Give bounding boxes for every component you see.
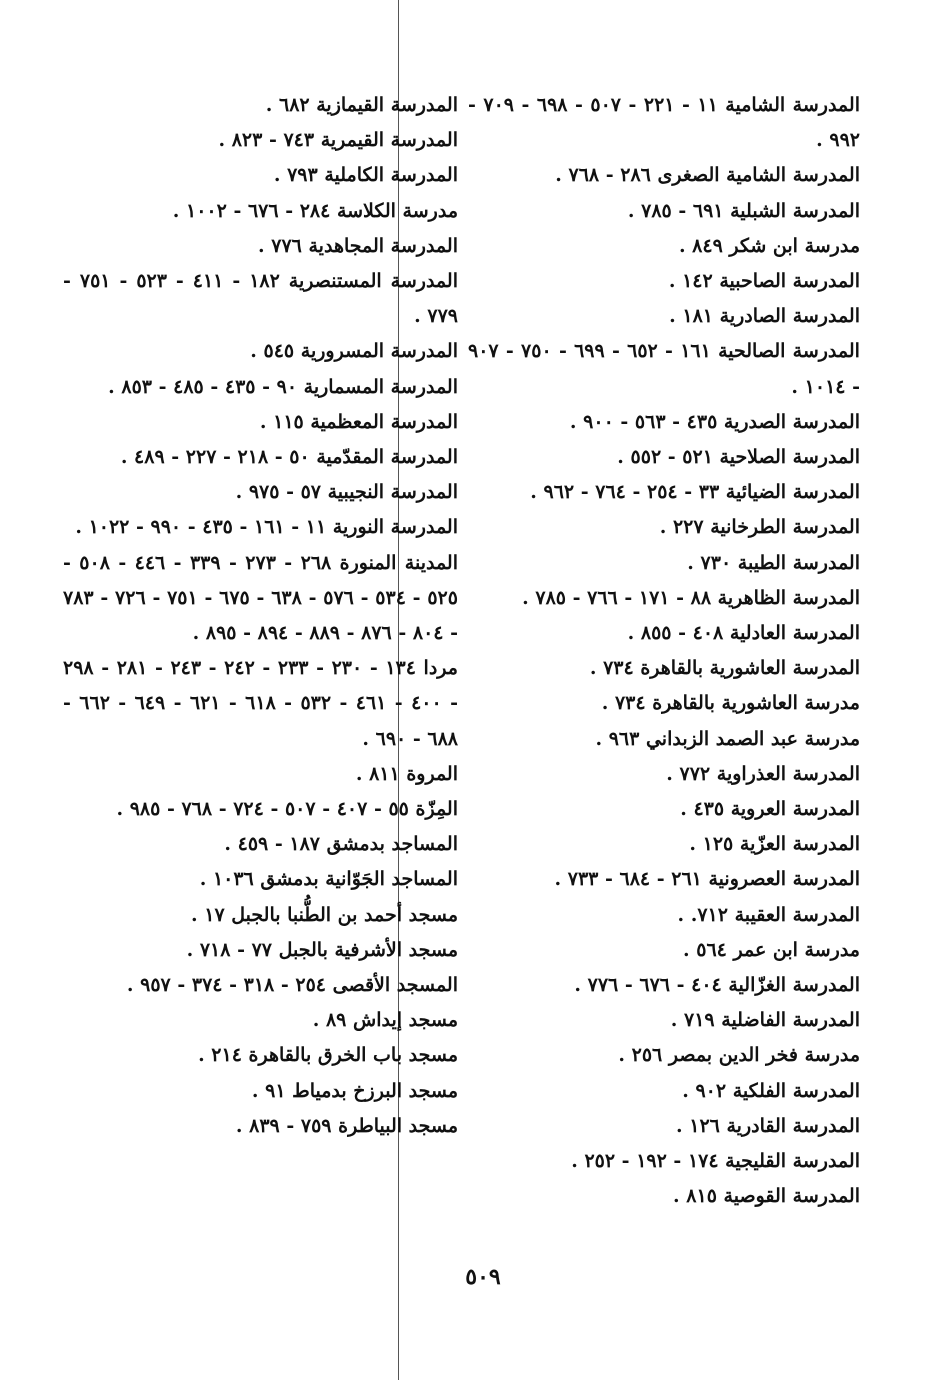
index-entry: مدرسة ابن شكر ٨٤٩ . <box>678 234 860 257</box>
index-entry: المساجد بدمشق ١٨٧ - ٤٥٩ . <box>224 833 458 856</box>
index-entry: مدرسة عبد الصمد الزبداني ٩٦٣ . <box>595 727 860 750</box>
index-entry: مسجد باب الخرق بالقاهرة ٢١٤ . <box>198 1044 458 1067</box>
index-entry: المدرسة الشبلية ٦٩١ - ٧٨٥ . <box>627 199 860 222</box>
index-entry: المدرسة الغزّالية ٤٠٤ - ٦٧٦ - ٧٧٦ . <box>574 974 860 997</box>
index-column-left <box>63 88 458 1144</box>
index-entry: المدرسة العذراوية ٧٧٢ . <box>666 762 860 785</box>
index-entry: المدرسة الكاملية ٧٩٣ . <box>273 164 458 187</box>
index-entry: مردا ١٣٤ - ٢٣٠ - ٢٣٣ - ٢٤٢ - ٢٤٣ - ٢٨١ - ٢٩٨ - ٤٠٠ - ٤٦١ - ٥٣٢ - ٦١٨ - ٦٢١ - ٦٤٩ - ٦٦٢ - ٦٨٨ - ٦٩٠ . <box>63 657 458 750</box>
page-number: ٥٠٩ <box>465 1264 501 1290</box>
index-entry: مسجد أحمد بن الطُّنبا بالجبل ١٧ . <box>191 903 458 926</box>
index-entry: المدرسة القادرية ١٢٦ . <box>676 1114 860 1137</box>
index-entry: المدرسة الصالحية ١٦١ - ٦٥٢ - ٦٩٩ - ٧٥٠ - ٩٠٧ - ١٠١٤ . <box>468 340 860 398</box>
index-entry: مسجد البياطرة ٧٥٩ - ٨٣٩ . <box>235 1114 458 1137</box>
index-entry: المدرسة الفاضلية ٧١٩ . <box>670 1009 860 1032</box>
index-entry: المدرسة الطيبة ٧٣٠ . <box>687 551 860 574</box>
index-entry: المدرسة الفلكية ٩٠٢ . <box>682 1079 860 1102</box>
index-entry: المدرسة الصاحبية ١٤٢ . <box>668 270 860 293</box>
index-entry: المدرسة النجيبية ٥٧ - ٩٧٥ . <box>235 481 458 504</box>
index-entry: المدرسة المعظمية ١١٥ . <box>259 410 458 433</box>
index-entry: المساجد الجَوّانية بدمشق ١٠٣٦ . <box>199 868 458 891</box>
index-entry: المدرسة الظاهرية ٨٨ - ١٧١ - ٧٦٦ - ٧٨٥ . <box>522 586 860 609</box>
index-entry: المدرسة العصرونية ٢٦١ - ٦٨٤ - ٧٣٣ . <box>554 868 860 891</box>
index-entry: المسجد الأقصى ٢٥٤ - ٣١٨ - ٣٧٤ - ٩٥٧ . <box>126 974 458 997</box>
index-entry: المروة ٨١١ . <box>355 762 458 785</box>
index-entry: المِزّة ٥٥ - ٤٠٧ - ٥٠٧ - ٧٢٤ - ٧٦٨ - ٩٨٥ . <box>116 798 458 821</box>
index-entry: المدرسة الطرخانية ٢٢٧ . <box>659 516 860 539</box>
index-entry: المدرسة المسرورية ٥٤٥ . <box>250 340 458 363</box>
index-column-right <box>468 88 860 1215</box>
index-entry: المدرسة الشامية الصغرى ٢٨٦ - ٧٦٨ . <box>555 164 860 187</box>
index-entry: مدرسة الكلاسة ٢٨٤ - ٦٧٦ - ١٠٠٢ . <box>172 199 458 222</box>
index-entry: المدرسة العادلية ٤٠٨ - ٨٥٥ . <box>627 622 860 645</box>
index-entry: المدرسة المجاهدية ٧٧٦ . <box>258 234 458 257</box>
index-entry: المدرسة العاشورية بالقاهرة ٧٣٤ . <box>589 657 860 680</box>
index-entry: المدرسة العزّية ١٢٥ . <box>689 833 860 856</box>
index-entry: المدرسة الصادرية ١٨١ . <box>669 305 860 328</box>
index-entry: المدرسة الصلاحية ٥٢١ - ٥٥٢ . <box>617 446 860 469</box>
index-entry: المدرسة النورية ١١ - ١٦١ - ٤٣٥ - ٩٩٠ - ١٠٢٢ . <box>75 516 458 539</box>
index-entry: المدرسة الشامية ١١ - ٢٢١ - ٥٠٧ - ٦٩٨ - ٧٠٩ - ٩٩٢ . <box>468 94 860 152</box>
index-entry: مسجد الأشرفية بالجبل ٧٧ - ٧١٨ . <box>186 938 458 961</box>
index-entry: المدينة المنورة ٢٦٨ - ٢٧٣ - ٣٣٩ - ٤٤٦ - ٥٠٨ - ٥٢٥ - ٥٣٤ - ٥٧٦ - ٦٣٨ - ٦٧٥ - ٧٥١ - ٧٢٦ - ٧٨٣ - ٨٠٤ - ٨٧٦ - ٨٨٩ - ٨٩٤ - ٨٩٥ . <box>63 551 459 645</box>
index-entry: مسجد إيداش ٨٩ . <box>312 1009 458 1032</box>
index-entry: المدرسة القليجية ١٧٤ - ١٩٢ - ٢٥٢ . <box>571 1150 860 1173</box>
index-entry: المدرسة المستنصرية ١٨٢ - ٤١١ - ٥٢٣ - ٧٥١ - ٧٧٩ . <box>63 270 458 328</box>
index-entry: مدرسة ابن عمر ٥٦٤ . <box>683 938 860 961</box>
index-entry: المدرسة المسمارية ٩٠ - ٤٣٥ - ٤٨٥ - ٨٥٣ . <box>108 375 458 398</box>
index-entry: المدرسة القيمازية ٦٨٢ . <box>265 94 458 116</box>
index-entry: مدرسة فخر الدين بمصر ٢٥٦ . <box>618 1044 860 1067</box>
index-entry: المدرسة القوصية ٨١٥ . <box>673 1185 860 1208</box>
index-entry: مسجد البرزخ بدمياط ٩١ . <box>251 1079 458 1102</box>
index-entry: المدرسة الصدرية ٤٣٥ - ٥٦٣ - ٩٠٠ . <box>569 410 860 433</box>
index-entry: المدرسة العروية ٤٣٥ . <box>680 798 860 821</box>
index-entry: المدرسة القيمرية ٧٤٣ - ٨٢٣ . <box>218 129 458 152</box>
index-entry: المدرسة الضيائية ٣٣ - ٢٥٤ - ٧٦٤ - ٩٦٢ . <box>530 481 860 504</box>
index-entry: مدرسة العاشورية بالقاهرة ٧٣٤ . <box>601 692 860 715</box>
index-entry: المدرسة العقيبة ٧١٢. . <box>677 903 860 926</box>
index-entry: المدرسة المقدّمية ٥٠ - ٢١٨ - ٢٢٧ - ٤٨٩ . <box>120 446 458 469</box>
